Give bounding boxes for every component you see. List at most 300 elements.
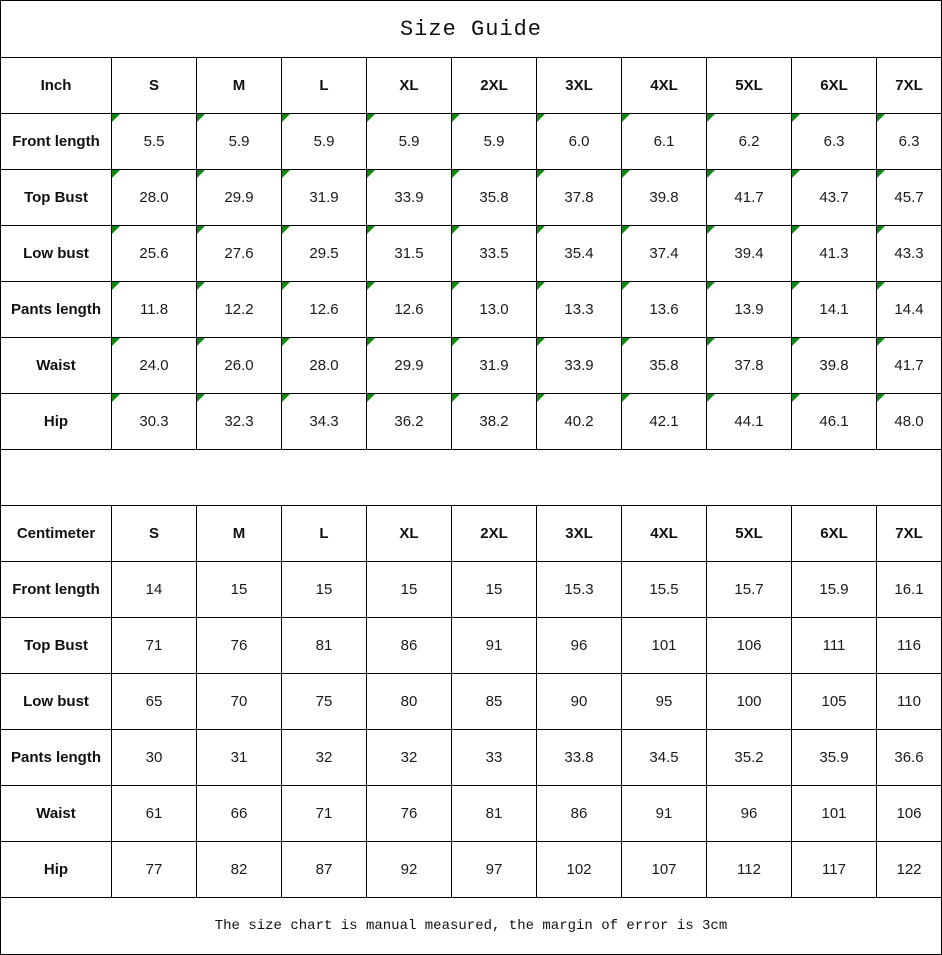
size-column-header: L — [282, 506, 367, 562]
measurement-value-cell — [792, 338, 877, 394]
measurement-value-cell — [112, 618, 197, 674]
measurement-value: 82 — [230, 861, 248, 878]
cell-corner-flag-icon — [707, 226, 715, 234]
measurement-value: 97 — [485, 861, 503, 878]
cell-corner-flag-icon — [112, 282, 120, 290]
measurement-value-cell — [707, 170, 792, 226]
measurement-value-cell — [197, 562, 282, 618]
size-column-header: XL — [367, 58, 452, 114]
measurement-value-cell — [112, 114, 197, 170]
measurement-value-cell — [112, 730, 197, 786]
measurement-value-cell — [367, 618, 452, 674]
measurement-value-cell — [622, 226, 707, 282]
measurement-value: 11.8 — [139, 301, 169, 318]
measurement-value-cell — [452, 114, 537, 170]
measurement-value: 29.9 — [394, 357, 424, 374]
measurement-value-cell — [452, 786, 537, 842]
cell-corner-flag-icon — [112, 394, 120, 402]
measurement-value: 6.2 — [738, 133, 760, 150]
cell-corner-flag-icon — [622, 338, 630, 346]
cell-corner-flag-icon — [112, 114, 120, 122]
measurement-value: 95 — [655, 693, 673, 710]
measurement-value: 30 — [145, 749, 163, 766]
measurement-value-cell — [452, 674, 537, 730]
measurement-value: 16.1 — [894, 581, 924, 598]
cell-corner-flag-icon — [622, 114, 630, 122]
measurement-value-cell — [622, 338, 707, 394]
cell-corner-flag-icon — [792, 170, 800, 178]
measurement-value: 76 — [230, 637, 248, 654]
measurement-value-cell — [112, 226, 197, 282]
measurement-value: 35.4 — [564, 245, 594, 262]
cell-corner-flag-icon — [197, 170, 205, 178]
measurement-value: 85 — [485, 693, 503, 710]
cell-corner-flag-icon — [537, 114, 545, 122]
cell-corner-flag-icon — [282, 114, 290, 122]
size-column-header: 4XL — [622, 506, 707, 562]
measurement-value: 43.3 — [894, 245, 924, 262]
page-title: Size Guide — [1, 1, 942, 58]
measurement-value: 31.9 — [479, 357, 509, 374]
measurement-value: 77 — [145, 861, 163, 878]
measurement-value: 110 — [897, 693, 921, 710]
measurement-value: 66 — [230, 805, 248, 822]
measurement-value-cell — [197, 170, 282, 226]
centimeter-table-section — [1, 506, 942, 898]
footer-row — [1, 898, 942, 955]
unit-label-cell: Inch — [1, 58, 112, 114]
cell-corner-flag-icon — [452, 114, 460, 122]
table-gap — [1, 450, 942, 506]
measurement-value-cell — [197, 114, 282, 170]
measurement-value-cell — [282, 226, 367, 282]
measurement-value-cell — [877, 282, 942, 338]
measurement-value: 31.5 — [394, 245, 424, 262]
cell-corner-flag-icon — [452, 170, 460, 178]
measurement-value-cell — [282, 562, 367, 618]
measurement-value: 101 — [821, 805, 847, 822]
measurement-value: 91 — [655, 805, 673, 822]
measurement-value: 102 — [566, 861, 592, 878]
measurement-value: 122 — [896, 861, 922, 878]
measurement-value: 5.9 — [228, 133, 250, 150]
measurement-label: Pants length — [1, 730, 112, 786]
measurement-value-cell — [197, 394, 282, 450]
size-column-header: XL — [367, 506, 452, 562]
measurement-value: 39.8 — [819, 357, 849, 374]
measurement-value-cell — [707, 114, 792, 170]
measurement-value-cell — [877, 786, 942, 842]
measurement-value-cell — [792, 730, 877, 786]
measurement-value-cell — [792, 842, 877, 898]
measurement-value-cell — [452, 618, 537, 674]
measurement-row — [1, 114, 942, 170]
measurement-label: Hip — [1, 842, 112, 898]
measurement-value: 35.8 — [479, 189, 509, 206]
cell-corner-flag-icon — [282, 282, 290, 290]
measurement-value: 86 — [570, 805, 588, 822]
size-column-header: 6XL — [792, 58, 877, 114]
measurement-row — [1, 282, 942, 338]
measurement-value-cell — [367, 730, 452, 786]
cell-corner-flag-icon — [367, 170, 375, 178]
measurement-value-cell — [707, 282, 792, 338]
measurement-value-cell — [282, 114, 367, 170]
cell-corner-flag-icon — [197, 282, 205, 290]
measurement-value: 35.9 — [819, 749, 849, 766]
cell-corner-flag-icon — [622, 226, 630, 234]
cell-corner-flag-icon — [792, 282, 800, 290]
measurement-value: 41.7 — [894, 357, 924, 374]
measurement-value-cell — [622, 674, 707, 730]
measurement-value: 15 — [230, 581, 248, 598]
measurement-value: 15.7 — [734, 581, 764, 598]
measurement-value-cell — [792, 394, 877, 450]
measurement-value-cell — [792, 226, 877, 282]
measurement-value: 34.5 — [649, 749, 679, 766]
measurement-value-cell — [367, 674, 452, 730]
measurement-value: 80 — [400, 693, 418, 710]
measurement-label: Low bust — [1, 674, 112, 730]
measurement-value-cell — [452, 170, 537, 226]
measurement-label: Low bust — [1, 226, 112, 282]
measurement-value: 35.8 — [649, 357, 679, 374]
measurement-row — [1, 226, 942, 282]
cell-corner-flag-icon — [707, 282, 715, 290]
measurement-value: 12.6 — [309, 301, 339, 318]
measurement-value: 5.9 — [313, 133, 335, 150]
measurement-value: 15.9 — [819, 581, 849, 598]
cell-corner-flag-icon — [282, 170, 290, 178]
measurement-value: 43.7 — [819, 189, 849, 206]
measurement-value-cell — [367, 394, 452, 450]
measurement-value: 91 — [485, 637, 503, 654]
measurement-value-cell — [537, 730, 622, 786]
measurement-value: 31 — [230, 749, 248, 766]
measurement-value-cell — [707, 226, 792, 282]
measurement-label: Waist — [1, 786, 112, 842]
measurement-value-cell — [792, 282, 877, 338]
measurement-value-cell — [622, 114, 707, 170]
measurement-value: 15.5 — [649, 581, 679, 598]
measurement-value: 32.3 — [224, 413, 254, 430]
size-column-header: 3XL — [537, 506, 622, 562]
measurement-value-cell — [877, 114, 942, 170]
measurement-value: 6.3 — [898, 133, 920, 150]
measurement-value-cell — [112, 562, 197, 618]
cell-corner-flag-icon — [707, 170, 715, 178]
measurement-value-cell — [537, 282, 622, 338]
measurement-value-cell — [197, 674, 282, 730]
measurement-value-cell — [197, 282, 282, 338]
cell-corner-flag-icon — [197, 114, 205, 122]
measurement-row — [1, 394, 942, 450]
measurement-value-cell — [197, 338, 282, 394]
size-header-row — [1, 58, 942, 114]
measurement-value-cell — [877, 226, 942, 282]
measurement-value-cell — [367, 170, 452, 226]
cell-corner-flag-icon — [537, 394, 545, 402]
measurement-value: 13.0 — [479, 301, 509, 318]
cell-corner-flag-icon — [707, 114, 715, 122]
measurement-value: 12.6 — [394, 301, 424, 318]
measurement-value: 28.0 — [139, 189, 169, 206]
measurement-value-cell — [112, 786, 197, 842]
measurement-value-cell — [877, 674, 942, 730]
measurement-label: Waist — [1, 338, 112, 394]
cell-corner-flag-icon — [282, 338, 290, 346]
measurement-value-cell — [367, 786, 452, 842]
size-column-header: S — [112, 58, 197, 114]
size-column-header: 4XL — [622, 58, 707, 114]
measurement-value-cell — [707, 786, 792, 842]
measurement-value: 12.2 — [224, 301, 254, 318]
measurement-value-cell — [282, 394, 367, 450]
measurement-value: 96 — [740, 805, 758, 822]
measurement-value: 41.3 — [819, 245, 849, 262]
measurement-row — [1, 170, 942, 226]
measurement-value-cell — [282, 170, 367, 226]
size-column-header: M — [197, 58, 282, 114]
measurement-value: 86 — [400, 637, 418, 654]
measurement-value: 25.6 — [139, 245, 169, 262]
cell-corner-flag-icon — [197, 394, 205, 402]
measurement-value-cell — [877, 842, 942, 898]
measurement-label: Front length — [1, 562, 112, 618]
cell-corner-flag-icon — [707, 338, 715, 346]
measurement-label: Front length — [1, 114, 112, 170]
cell-corner-flag-icon — [877, 114, 885, 122]
measurement-value: 46.1 — [819, 413, 849, 430]
measurement-value-cell — [622, 282, 707, 338]
measurement-row — [1, 842, 942, 898]
measurement-value: 40.2 — [564, 413, 594, 430]
cell-corner-flag-icon — [112, 338, 120, 346]
measurement-value-cell — [622, 562, 707, 618]
measurement-value-cell — [452, 226, 537, 282]
cell-corner-flag-icon — [792, 394, 800, 402]
measurement-value: 112 — [737, 861, 761, 878]
measurement-value: 15 — [315, 581, 333, 598]
size-column-header: 7XL — [877, 506, 942, 562]
measurement-value-cell — [707, 394, 792, 450]
measurement-value: 71 — [315, 805, 333, 822]
measurement-value: 13.3 — [564, 301, 594, 318]
measurement-value: 15.3 — [564, 581, 594, 598]
measurement-value: 14.1 — [819, 301, 849, 318]
measurement-value-cell — [707, 618, 792, 674]
measurement-value: 33.5 — [479, 245, 509, 262]
measurement-value-cell — [197, 618, 282, 674]
measurement-value-cell — [792, 674, 877, 730]
cell-corner-flag-icon — [877, 282, 885, 290]
measurement-value: 33.9 — [394, 189, 424, 206]
measurement-value: 15 — [400, 581, 418, 598]
measurement-value: 61 — [145, 805, 163, 822]
inch-table-section — [1, 58, 942, 450]
cell-corner-flag-icon — [622, 394, 630, 402]
measurement-value: 71 — [145, 637, 163, 654]
cell-corner-flag-icon — [537, 338, 545, 346]
size-column-header: 3XL — [537, 58, 622, 114]
measurement-value-cell — [452, 842, 537, 898]
measurement-value: 37.8 — [564, 189, 594, 206]
measurement-value: 33.8 — [564, 749, 594, 766]
measurement-value: 14 — [145, 581, 163, 598]
cell-corner-flag-icon — [792, 338, 800, 346]
measurement-value-cell — [707, 730, 792, 786]
measurement-value-cell — [112, 282, 197, 338]
measurement-value-cell — [792, 114, 877, 170]
measurement-value-cell — [622, 786, 707, 842]
measurement-value-cell — [452, 282, 537, 338]
cell-corner-flag-icon — [537, 226, 545, 234]
measurement-value-cell — [282, 282, 367, 338]
footer-note: The size chart is manual measured, the margin of error is 3cm — [1, 898, 942, 955]
measurement-value: 48.0 — [894, 413, 924, 430]
measurement-row — [1, 562, 942, 618]
measurement-value-cell — [622, 618, 707, 674]
measurement-value: 107 — [651, 861, 677, 878]
measurement-value-cell — [792, 170, 877, 226]
measurement-value-cell — [282, 786, 367, 842]
measurement-value-cell — [877, 562, 942, 618]
measurement-value-cell — [367, 842, 452, 898]
measurement-value-cell — [792, 618, 877, 674]
measurement-label: Top Bust — [1, 170, 112, 226]
cell-corner-flag-icon — [367, 338, 375, 346]
measurement-value: 6.0 — [568, 133, 590, 150]
size-column-header: 6XL — [792, 506, 877, 562]
measurement-value: 32 — [400, 749, 418, 766]
measurement-value: 15 — [485, 581, 503, 598]
measurement-value: 70 — [230, 693, 248, 710]
cell-corner-flag-icon — [792, 114, 800, 122]
measurement-value-cell — [112, 394, 197, 450]
measurement-value: 101 — [651, 637, 677, 654]
measurement-value: 5.9 — [398, 133, 420, 150]
cell-corner-flag-icon — [877, 170, 885, 178]
measurement-value: 45.7 — [894, 189, 924, 206]
measurement-value: 92 — [400, 861, 418, 878]
measurement-value-cell — [452, 338, 537, 394]
measurement-value: 75 — [315, 693, 333, 710]
measurement-value-cell — [197, 842, 282, 898]
measurement-value: 5.9 — [483, 133, 505, 150]
size-column-header: L — [282, 58, 367, 114]
measurement-value-cell — [707, 338, 792, 394]
measurement-value-cell — [282, 842, 367, 898]
measurement-value-cell — [707, 842, 792, 898]
measurement-value-cell — [537, 394, 622, 450]
measurement-value: 38.2 — [479, 413, 509, 430]
cell-corner-flag-icon — [112, 170, 120, 178]
measurement-value-cell — [537, 562, 622, 618]
measurement-value-cell — [537, 170, 622, 226]
measurement-value: 42.1 — [649, 413, 679, 430]
unit-label-cell: Centimeter — [1, 506, 112, 562]
cell-corner-flag-icon — [622, 282, 630, 290]
measurement-label: Pants length — [1, 282, 112, 338]
measurement-value: 36.6 — [894, 749, 924, 766]
cell-corner-flag-icon — [877, 338, 885, 346]
measurement-value: 39.8 — [649, 189, 679, 206]
measurement-value-cell — [367, 282, 452, 338]
measurement-value: 29.5 — [309, 245, 339, 262]
cell-corner-flag-icon — [282, 394, 290, 402]
size-column-header: M — [197, 506, 282, 562]
measurement-value-cell — [367, 562, 452, 618]
measurement-value-cell — [197, 730, 282, 786]
measurement-value: 81 — [485, 805, 503, 822]
measurement-value: 37.4 — [649, 245, 679, 262]
measurement-value-cell — [877, 338, 942, 394]
measurement-value: 87 — [315, 861, 333, 878]
table-gap-row — [1, 450, 942, 506]
size-column-header: 5XL — [707, 58, 792, 114]
measurement-value: 106 — [896, 805, 922, 822]
measurement-value-cell — [537, 842, 622, 898]
cell-corner-flag-icon — [792, 226, 800, 234]
cell-corner-flag-icon — [112, 226, 120, 234]
measurement-value: 111 — [822, 637, 846, 654]
measurement-value: 33 — [485, 749, 503, 766]
cell-corner-flag-icon — [537, 282, 545, 290]
measurement-value-cell — [877, 730, 942, 786]
measurement-value-cell — [537, 338, 622, 394]
measurement-value: 27.6 — [224, 245, 254, 262]
cell-corner-flag-icon — [622, 170, 630, 178]
measurement-row — [1, 618, 942, 674]
measurement-value-cell — [537, 114, 622, 170]
measurement-value-cell — [282, 338, 367, 394]
size-header-row — [1, 506, 942, 562]
measurement-value-cell — [282, 674, 367, 730]
cell-corner-flag-icon — [452, 394, 460, 402]
measurement-row — [1, 730, 942, 786]
measurement-value: 13.9 — [734, 301, 764, 318]
size-column-header: 2XL — [452, 506, 537, 562]
measurement-value-cell — [877, 618, 942, 674]
cell-corner-flag-icon — [367, 114, 375, 122]
cell-corner-flag-icon — [877, 226, 885, 234]
cell-corner-flag-icon — [367, 226, 375, 234]
measurement-value-cell — [537, 674, 622, 730]
measurement-value-cell — [622, 170, 707, 226]
measurement-value-cell — [622, 394, 707, 450]
measurement-value: 100 — [736, 693, 762, 710]
cell-corner-flag-icon — [452, 338, 460, 346]
cell-corner-flag-icon — [537, 170, 545, 178]
measurement-value: 37.8 — [734, 357, 764, 374]
measurement-value: 105 — [821, 693, 847, 710]
measurement-value-cell — [877, 170, 942, 226]
measurement-value: 5.5 — [143, 133, 165, 150]
cell-corner-flag-icon — [877, 394, 885, 402]
cell-corner-flag-icon — [367, 282, 375, 290]
measurement-value-cell — [282, 618, 367, 674]
measurement-value: 65 — [145, 693, 163, 710]
measurement-value-cell — [877, 394, 942, 450]
measurement-value: 33.9 — [564, 357, 594, 374]
measurement-value-cell — [622, 842, 707, 898]
measurement-value-cell — [537, 226, 622, 282]
measurement-value-cell — [707, 674, 792, 730]
measurement-value-cell — [367, 226, 452, 282]
measurement-value: 28.0 — [309, 357, 339, 374]
measurement-value: 39.4 — [734, 245, 764, 262]
measurement-row — [1, 338, 942, 394]
